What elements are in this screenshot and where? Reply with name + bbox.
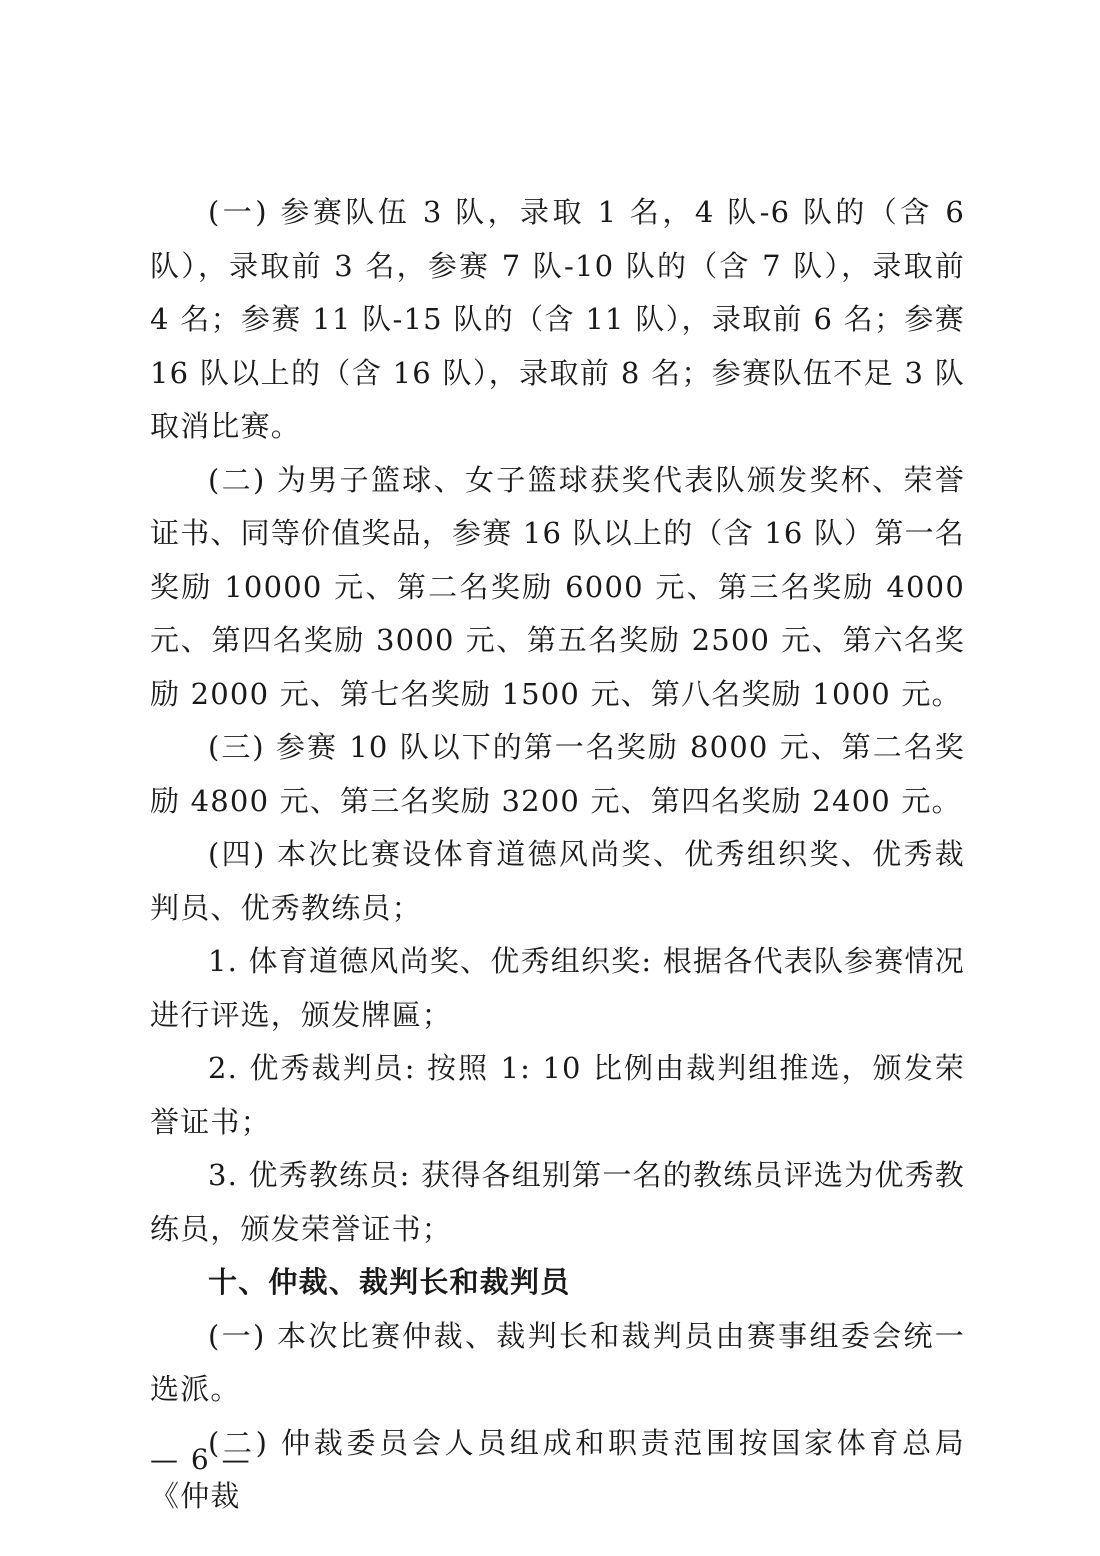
page-number: — 6 — [150, 1443, 252, 1476]
document-body [150, 186, 965, 1524]
paragraph-sportsmanship-award: 1. 体育道德风尚奖、优秀组织奖: 根据各代表队参赛情况进行评选，颁发牌匾； [150, 944, 965, 1032]
paragraph-small-event-prizes: (三) 参赛 10 队以下的第一名奖励 8000 元、第二名奖励 4800 元、第三名奖励 3200 元、第四名奖励 2400 元。 [150, 730, 965, 818]
paragraph-arbitration-committee: (二) 仲裁委员会人员组成和职责范围按国家体育总局《仲裁 [150, 1425, 965, 1513]
paragraph-special-awards: (四) 本次比赛设体育道德风尚奖、优秀组织奖、优秀裁判员、优秀教练员； [150, 837, 965, 925]
paragraph-coach-award: 3. 优秀教练员: 获得各组别第一名的教练员评选为优秀教练员，颁发荣誉证书； [150, 1158, 965, 1246]
section-heading-arbitration: 十、仲裁、裁判长和裁判员 [208, 1265, 571, 1299]
paragraph-arbitration-selection: (一) 本次比赛仲裁、裁判长和裁判员由赛事组委会统一选派。 [150, 1318, 965, 1406]
paragraph-referee-award: 2. 优秀裁判员: 按照 1: 10 比例由裁判组推选，颁发荣誉证书； [150, 1051, 965, 1139]
paragraph-basketball-prizes: (二) 为男子篮球、女子篮球获奖代表队颁发奖杯、荣誉证书、同等价值奖品，参赛 16 队以上的（含 16 队）第一名奖励 10000 元、第二名奖励 6000 元、第三名奖励 4000 元、第四名奖励 3000 元、第五名奖励 2500 元、第六名奖励 2000 元、第七名奖励 1500 元、第八名奖励 1000 元。 [150, 462, 965, 711]
paragraph-ranking-rules: (一) 参赛队伍 3 队，录取 1 名，4 队-6 队的（含 6 队），录取前 3 名，参赛 7 队-10 队的（含 7 队），录取前 4 名；参赛 11 队-15 队的（含 11 队），录取前 6 名；参赛 16 队以上的（含 16 队），录取前 8 名；参赛队伍不足 3 队取消比赛。 [150, 195, 965, 443]
